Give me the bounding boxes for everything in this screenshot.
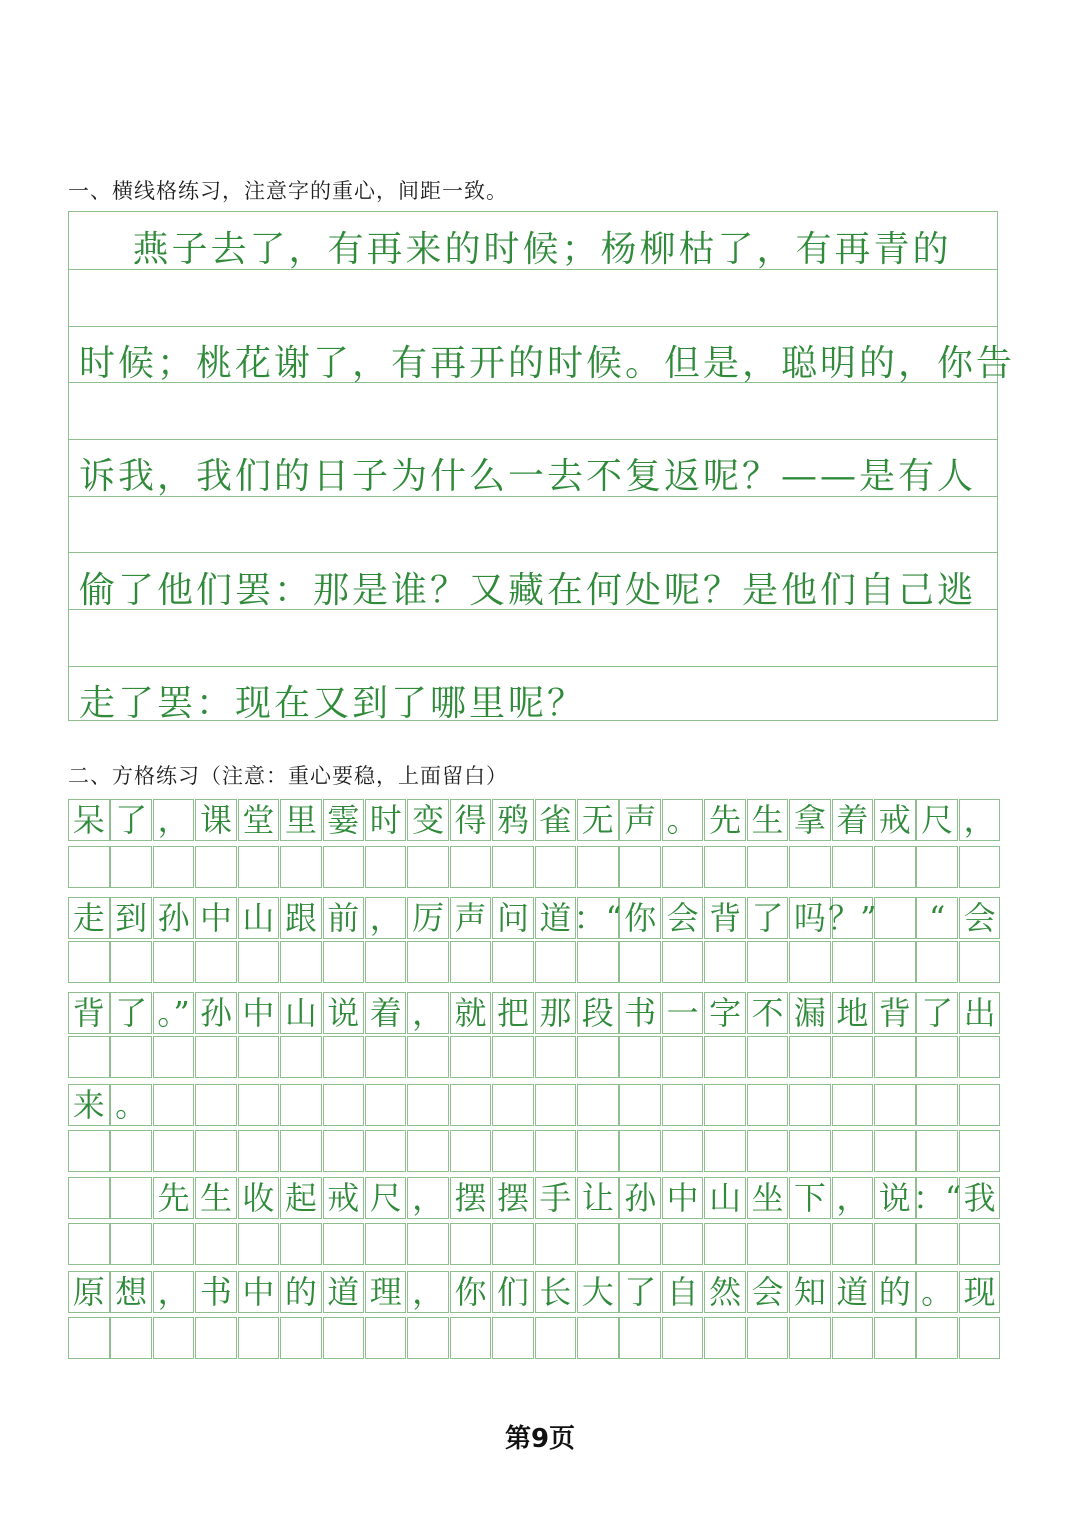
grid-cell: [450, 1036, 492, 1078]
grid-cell: [195, 1317, 237, 1359]
grid-cell: 们: [492, 1271, 534, 1313]
lined-rule: [69, 326, 997, 327]
grid-cell: [365, 1036, 407, 1078]
grid-cell: [323, 1317, 365, 1359]
grid-cell: [68, 1317, 110, 1359]
grid-row: [68, 941, 1001, 983]
grid-cell: 尺: [365, 1177, 407, 1219]
grid-cell: [407, 941, 449, 983]
grid-cell: [619, 1130, 661, 1172]
grid-cell: [577, 1317, 619, 1359]
grid-cell: [110, 1036, 152, 1078]
grid-cell: [195, 941, 237, 983]
grid-cell: [959, 941, 1001, 983]
grid-cell: [789, 1130, 831, 1172]
grid-cell: [832, 846, 874, 888]
grid-cell: [662, 1084, 704, 1126]
grid-cell: [704, 1223, 746, 1265]
grid-cell: 孙: [153, 897, 195, 939]
grid-cell: 漏: [789, 992, 831, 1034]
grid-row: [68, 1317, 1001, 1359]
grid-cell: 想: [110, 1271, 152, 1313]
grid-cell: [492, 1084, 534, 1126]
grid-cell: 着: [365, 992, 407, 1034]
grid-cell: [747, 1130, 789, 1172]
grid-cell: 说: [323, 992, 365, 1034]
grid-cell: ，: [407, 992, 449, 1034]
grid-cell: 问: [492, 897, 534, 939]
grid-cell: 先: [704, 799, 746, 841]
grid-cell: [365, 1130, 407, 1172]
lined-text-line: 偷了他们罢：那是谁？又藏在何处呢？是他们自己逃: [79, 570, 977, 611]
grid-cell: [916, 1223, 958, 1265]
grid-cell: [238, 941, 280, 983]
grid-cell: [535, 1036, 577, 1078]
grid-cell: 孙: [619, 1177, 661, 1219]
grid-cell: 地: [832, 992, 874, 1034]
grid-cell: 声: [619, 799, 661, 841]
grid-cell: [619, 1317, 661, 1359]
grid-cell: [365, 1084, 407, 1126]
grid-cell: [238, 1223, 280, 1265]
grid-cell: [110, 1223, 152, 1265]
grid-cell: 山: [238, 897, 280, 939]
grid-cell: [110, 1177, 152, 1219]
grid-cell: [365, 941, 407, 983]
grid-cell: [577, 1084, 619, 1126]
grid-cell: [535, 941, 577, 983]
grid-cell: [450, 941, 492, 983]
grid-cell: [492, 846, 534, 888]
grid-cell: [365, 1223, 407, 1265]
grid-row: [68, 1177, 1001, 1219]
grid-cell: [832, 1130, 874, 1172]
grid-cell: [535, 1130, 577, 1172]
grid-cell: [704, 1317, 746, 1359]
grid-cell: 山: [280, 992, 322, 1034]
grid-cell: [662, 1223, 704, 1265]
grid-cell: 让: [577, 1177, 619, 1219]
grid-cell: 尺: [916, 799, 958, 841]
grid-cell: [832, 941, 874, 983]
grid-cell: [450, 1317, 492, 1359]
grid-cell: [195, 846, 237, 888]
grid-cell: [323, 1130, 365, 1172]
grid-cell: [577, 846, 619, 888]
grid-cell: [916, 1036, 958, 1078]
grid-cell: [280, 1223, 322, 1265]
grid-cell: 着: [832, 799, 874, 841]
grid-cell: [747, 1084, 789, 1126]
grid-cell: 声: [450, 897, 492, 939]
grid-cell: 现: [959, 1271, 1001, 1313]
grid-cell: [323, 941, 365, 983]
grid-cell: 书: [619, 992, 661, 1034]
grid-row: [68, 1084, 1001, 1126]
grid-cell: [492, 1317, 534, 1359]
grid-cell: [238, 846, 280, 888]
grid-cell: 中: [238, 992, 280, 1034]
grid-cell: [916, 941, 958, 983]
grid-cell: [704, 1036, 746, 1078]
grid-cell: ：“: [573, 898, 622, 937]
grid-cell: [662, 1317, 704, 1359]
grid-cell: [407, 1223, 449, 1265]
grid-cell: [577, 1130, 619, 1172]
grid-cell: 长: [535, 1271, 577, 1313]
grid-cell: [535, 1084, 577, 1126]
grid-cell: 前: [323, 897, 365, 939]
grid-cell: ，: [407, 1271, 449, 1313]
grid-cell: 道: [535, 897, 577, 939]
grid-cell: [789, 1223, 831, 1265]
grid-cell: 收: [238, 1177, 280, 1219]
section-1-heading: 一、横线格练习，注意字的重心，间距一致。: [68, 179, 508, 203]
grid-cell: 走: [68, 897, 110, 939]
grid-cell: [577, 941, 619, 983]
lined-rule: [69, 439, 997, 440]
grid-cell: [747, 846, 789, 888]
grid-cell: 然: [704, 1271, 746, 1313]
grid-cell: 生: [195, 1177, 237, 1219]
grid-cell: [365, 846, 407, 888]
grid-cell: [916, 1084, 958, 1126]
grid-cell: 你: [619, 897, 661, 939]
grid-row: [68, 1271, 1001, 1313]
grid-cell: ，: [153, 799, 195, 841]
grid-cell: [280, 1317, 322, 1359]
grid-cell: 里: [280, 799, 322, 841]
grid-cell: 了: [916, 992, 958, 1034]
grid-cell: 字: [704, 992, 746, 1034]
grid-cell: 孙: [195, 992, 237, 1034]
grid-cell: [789, 941, 831, 983]
grid-cell: [195, 1084, 237, 1126]
grid-cell: [704, 1130, 746, 1172]
grid-cell: [110, 1317, 152, 1359]
grid-cell: [238, 1317, 280, 1359]
grid-cell: [153, 846, 195, 888]
grid-cell: 那: [535, 992, 577, 1034]
grid-cell: [280, 1084, 322, 1126]
grid-cell: 课: [195, 799, 237, 841]
grid-cell: 知: [789, 1271, 831, 1313]
grid-cell: [747, 1317, 789, 1359]
grid-cell: [874, 1130, 916, 1172]
grid-cell: ？”: [828, 898, 877, 937]
grid-cell: 堂: [238, 799, 280, 841]
grid-cell: [68, 1130, 110, 1172]
lined-rule: [69, 552, 997, 553]
grid-cell: 会: [747, 1271, 789, 1313]
grid-cell: 出: [959, 992, 1001, 1034]
grid-cell: [959, 1223, 1001, 1265]
grid-cell: 段: [577, 992, 619, 1034]
grid-cell: [874, 846, 916, 888]
grid-cell: 。: [110, 1084, 152, 1126]
lined-text-line: 诉我，我们的日子为什么一去不复返呢？——是有人: [79, 456, 977, 497]
grid-row: [68, 1223, 1001, 1265]
grid-cell: [153, 941, 195, 983]
grid-cell: [832, 1223, 874, 1265]
grid-cell: [747, 1036, 789, 1078]
grid-cell: [280, 846, 322, 888]
grid-cell: [68, 846, 110, 888]
grid-cell: [238, 1084, 280, 1126]
grid-cell: [747, 1223, 789, 1265]
grid-cell: [323, 1223, 365, 1265]
grid-cell: [662, 941, 704, 983]
grid-cell: 坐: [747, 1177, 789, 1219]
grid-cell: 拿: [789, 799, 831, 841]
grid-cell: 道: [832, 1271, 874, 1313]
grid-cell: 。: [916, 1271, 958, 1313]
lined-practice-area: [68, 211, 1016, 724]
grid-cell: 一: [662, 992, 704, 1034]
grid-cell: [916, 1317, 958, 1359]
grid-cell: [407, 1036, 449, 1078]
grid-row: [68, 799, 1001, 841]
grid-cell: [959, 1084, 1001, 1126]
grid-cell: ，: [832, 1177, 874, 1219]
grid-cell: 背: [68, 992, 110, 1034]
grid-cell: [450, 1130, 492, 1172]
grid-cell: [704, 846, 746, 888]
grid-cell: 道: [323, 1271, 365, 1313]
grid-cell: 了: [110, 799, 152, 841]
grid-cell: 戒: [874, 799, 916, 841]
grid-cell: [874, 1223, 916, 1265]
grid-cell: “: [916, 897, 958, 939]
grid-cell: [789, 846, 831, 888]
grid-cell: [916, 846, 958, 888]
grid-cell: 摆: [492, 1177, 534, 1219]
grid-cell: [492, 1036, 534, 1078]
grid-cell: [874, 941, 916, 983]
grid-cell: [874, 1036, 916, 1078]
lined-rule: [69, 666, 997, 667]
grid-cell: 摆: [450, 1177, 492, 1219]
grid-cell: [492, 1223, 534, 1265]
grid-cell: [577, 1036, 619, 1078]
grid-cell: [68, 1223, 110, 1265]
grid-cell: 就: [450, 992, 492, 1034]
grid-cell: 中: [238, 1271, 280, 1313]
page-number: 第9页: [504, 1424, 576, 1454]
grid-cell: [619, 846, 661, 888]
grid-cell: [153, 1223, 195, 1265]
grid-cell: ，: [365, 897, 407, 939]
grid-cell: 会: [959, 897, 1001, 939]
grid-cell: 山: [704, 1177, 746, 1219]
grid-cell: [407, 1130, 449, 1172]
grid-cell: 大: [577, 1271, 619, 1313]
grid-cell: [323, 1036, 365, 1078]
grid-cell: 把: [492, 992, 534, 1034]
grid-cell: [153, 1317, 195, 1359]
grid-cell: [280, 1130, 322, 1172]
grid-cell: [789, 1036, 831, 1078]
grid-cell: [832, 1084, 874, 1126]
grid-cell: [110, 941, 152, 983]
grid-cell: ，: [959, 799, 1001, 841]
grid-cell: 来: [68, 1084, 110, 1126]
grid-cell: [916, 1130, 958, 1172]
grid-cell: [153, 1084, 195, 1126]
grid-cell: [68, 1036, 110, 1078]
grid-cell: 书: [195, 1271, 237, 1313]
grid-cell: [874, 1317, 916, 1359]
grid-cell: [450, 1084, 492, 1126]
grid-cell: [704, 941, 746, 983]
grid-cell: [832, 1317, 874, 1359]
grid-cell: [110, 846, 152, 888]
grid-cell: [704, 1084, 746, 1126]
grid-cell: 无: [577, 799, 619, 841]
grid-cell: [238, 1036, 280, 1078]
grid-cell: 说: [874, 1177, 916, 1219]
grid-cell: 中: [662, 1177, 704, 1219]
grid-cell: [535, 1223, 577, 1265]
grid-cell: 先: [153, 1177, 195, 1219]
lined-text-line: 时候；桃花谢了，有再开的时候。但是，聪明的，你告: [79, 343, 1016, 384]
grid-cell: 戒: [323, 1177, 365, 1219]
grid-cell: [280, 941, 322, 983]
grid-cell: [874, 1084, 916, 1126]
grid-row: [68, 1036, 1001, 1078]
grid-cell: [619, 1036, 661, 1078]
grid-cell: [577, 1223, 619, 1265]
grid-cell: [407, 846, 449, 888]
lined-text-line: 走了罢：现在又到了哪里呢？: [79, 683, 587, 724]
grid-cell: [153, 1130, 195, 1172]
grid-cell: 厉: [407, 897, 449, 939]
grid-cell: [238, 1130, 280, 1172]
grid-cell: [959, 1130, 1001, 1172]
grid-cell: 中: [195, 897, 237, 939]
grid-cell: 变: [407, 799, 449, 841]
grid-cell: [492, 941, 534, 983]
grid-cell: 呆: [68, 799, 110, 841]
grid-row: [68, 992, 1001, 1034]
grid-cell: [195, 1223, 237, 1265]
grid-cell: 跟: [280, 897, 322, 939]
grid-cell: [450, 1223, 492, 1265]
grid-cell: 了: [747, 897, 789, 939]
grid-cell: [789, 1317, 831, 1359]
grid-cell: 的: [280, 1271, 322, 1313]
grid-cell: ，: [153, 1271, 195, 1313]
grid-cell: 到: [110, 897, 152, 939]
grid-cell: [535, 1317, 577, 1359]
grid-cell: [110, 1130, 152, 1172]
grid-cell: [68, 1177, 110, 1219]
lined-text-line: 燕子去了，有再来的时候；杨柳枯了，有再青的: [79, 229, 952, 270]
grid-cell: [195, 1036, 237, 1078]
grid-cell: [959, 1317, 1001, 1359]
grid-cell: 鸦: [492, 799, 534, 841]
grid-cell: [68, 941, 110, 983]
grid-cell: [450, 846, 492, 888]
grid-cell: [280, 1036, 322, 1078]
grid-cell: 自: [662, 1271, 704, 1313]
grid-cell: 你: [450, 1271, 492, 1313]
grid-cell: 会: [662, 897, 704, 939]
grid-cell: 背: [874, 992, 916, 1034]
grid-cell: 理: [365, 1271, 407, 1313]
grid-cell: 手: [535, 1177, 577, 1219]
grid-cell: [323, 846, 365, 888]
grid-cell: [874, 897, 916, 939]
grid-row: [68, 897, 1001, 939]
grid-cell: 了: [110, 992, 152, 1034]
grid-cell: 背: [704, 897, 746, 939]
grid-cell: 雀: [535, 799, 577, 841]
grid-row: [68, 846, 1001, 888]
grid-cell: 。”: [153, 992, 195, 1034]
grid-cell: [959, 1036, 1001, 1078]
grid-cell: [365, 1317, 407, 1359]
grid-cell: [662, 1130, 704, 1172]
grid-cell: 了: [619, 1271, 661, 1313]
grid-cell: ：“: [913, 1178, 962, 1217]
grid-cell: 生: [747, 799, 789, 841]
grid-cell: [535, 846, 577, 888]
grid-cell: [195, 1130, 237, 1172]
grid-cell: 我: [959, 1177, 1001, 1219]
grid-row: [68, 1130, 1001, 1172]
grid-cell: [959, 846, 1001, 888]
grid-cell: [619, 1223, 661, 1265]
grid-cell: [832, 1036, 874, 1078]
grid-cell: 的: [874, 1271, 916, 1313]
grid-cell: 霎: [323, 799, 365, 841]
grid-cell: [789, 1084, 831, 1126]
grid-cell: 原: [68, 1271, 110, 1313]
grid-cell: 下: [789, 1177, 831, 1219]
grid-cell: 不: [747, 992, 789, 1034]
grid-cell: [407, 1084, 449, 1126]
grid-cell: 时: [365, 799, 407, 841]
grid-cell: [662, 846, 704, 888]
grid-cell: 得: [450, 799, 492, 841]
grid-cell: ，: [407, 1177, 449, 1219]
section-2-heading: 二、方格练习（注意：重心要稳，上面留白）: [68, 764, 508, 788]
grid-cell: [153, 1036, 195, 1078]
grid-cell: [323, 1084, 365, 1126]
grid-cell: [747, 941, 789, 983]
grid-cell: 起: [280, 1177, 322, 1219]
grid-cell: [619, 1084, 661, 1126]
grid-cell: 吗: [789, 897, 831, 939]
grid-cell: [407, 1317, 449, 1359]
grid-cell: [492, 1130, 534, 1172]
grid-cell: 。: [662, 799, 704, 841]
grid-cell: [619, 941, 661, 983]
grid-cell: [662, 1036, 704, 1078]
